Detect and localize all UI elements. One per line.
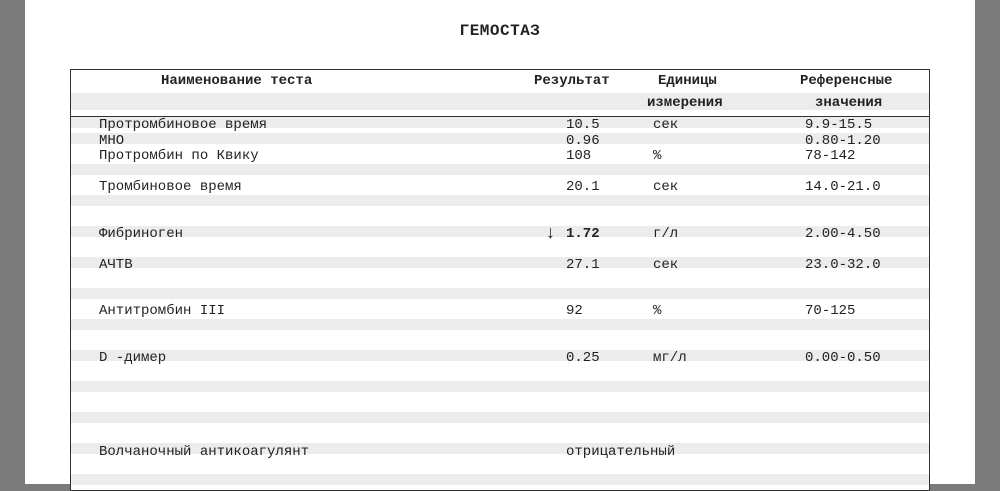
low-value-arrow-icon: ↓	[545, 224, 556, 244]
test-name: Протромбиновое время	[99, 117, 268, 133]
test-result: 27.1	[566, 257, 600, 273]
test-result: 10.5	[566, 117, 600, 133]
test-result: 1.72	[566, 226, 600, 242]
test-reference: 2.00-4.50	[805, 226, 881, 242]
test-unit: %	[653, 303, 662, 319]
test-name: МНО	[99, 133, 125, 149]
test-reference: 0.80-1.20	[805, 133, 881, 149]
test-reference: 14.0-21.0	[805, 179, 881, 195]
report-page	[25, 0, 975, 484]
test-name: Фибриноген	[99, 226, 184, 242]
test-name: Тромбиновое время	[99, 179, 242, 195]
report-title: ГЕМОСТАЗ	[459, 22, 541, 40]
row-stripe	[71, 381, 929, 392]
test-name: D -димер	[99, 350, 167, 366]
test-reference: 70-125	[805, 303, 856, 319]
test-result: 108	[566, 148, 592, 164]
table-header	[71, 70, 929, 117]
test-name: АЧТВ	[99, 257, 133, 273]
test-reference: 78-142	[805, 148, 856, 164]
row-stripe	[71, 350, 929, 361]
row-stripe	[71, 195, 929, 206]
test-result: 92	[566, 303, 583, 319]
column-header-units-line2: измерения	[647, 95, 723, 111]
column-header-name: Наименование теста	[161, 73, 313, 89]
test-unit: %	[653, 148, 662, 164]
test-reference: 9.9-15.5	[805, 117, 873, 133]
test-unit: мг/л	[653, 350, 687, 366]
test-name: Протромбин по Квику	[99, 148, 259, 164]
row-stripe	[71, 474, 929, 485]
test-unit: сек	[653, 117, 679, 133]
test-reference: 23.0-32.0	[805, 257, 881, 273]
test-result: отрицательный	[566, 444, 676, 460]
column-header-reference: Референсные	[800, 73, 893, 89]
test-unit: сек	[653, 257, 679, 273]
row-stripe	[71, 226, 929, 237]
test-result: 0.25	[566, 350, 600, 366]
row-stripe	[71, 288, 929, 299]
column-header-units: Единицы	[658, 73, 717, 89]
row-stripe	[71, 412, 929, 423]
test-unit: сек	[653, 179, 679, 195]
row-stripe	[71, 164, 929, 175]
row-stripe	[71, 257, 929, 268]
test-result: 0.96	[566, 133, 600, 149]
row-stripe	[71, 319, 929, 330]
test-name: Волчаночный антикоагулянт	[99, 444, 310, 460]
test-reference: 0.00-0.50	[805, 350, 881, 366]
header-band	[71, 93, 929, 110]
column-header-reference-line2: значения	[815, 95, 883, 111]
test-result: 20.1	[566, 179, 600, 195]
row-stripe	[71, 133, 929, 144]
column-header-result: Результат	[534, 73, 610, 89]
results-table	[70, 69, 930, 491]
test-unit: г/л	[653, 226, 679, 242]
test-name: Антитромбин III	[99, 303, 226, 319]
